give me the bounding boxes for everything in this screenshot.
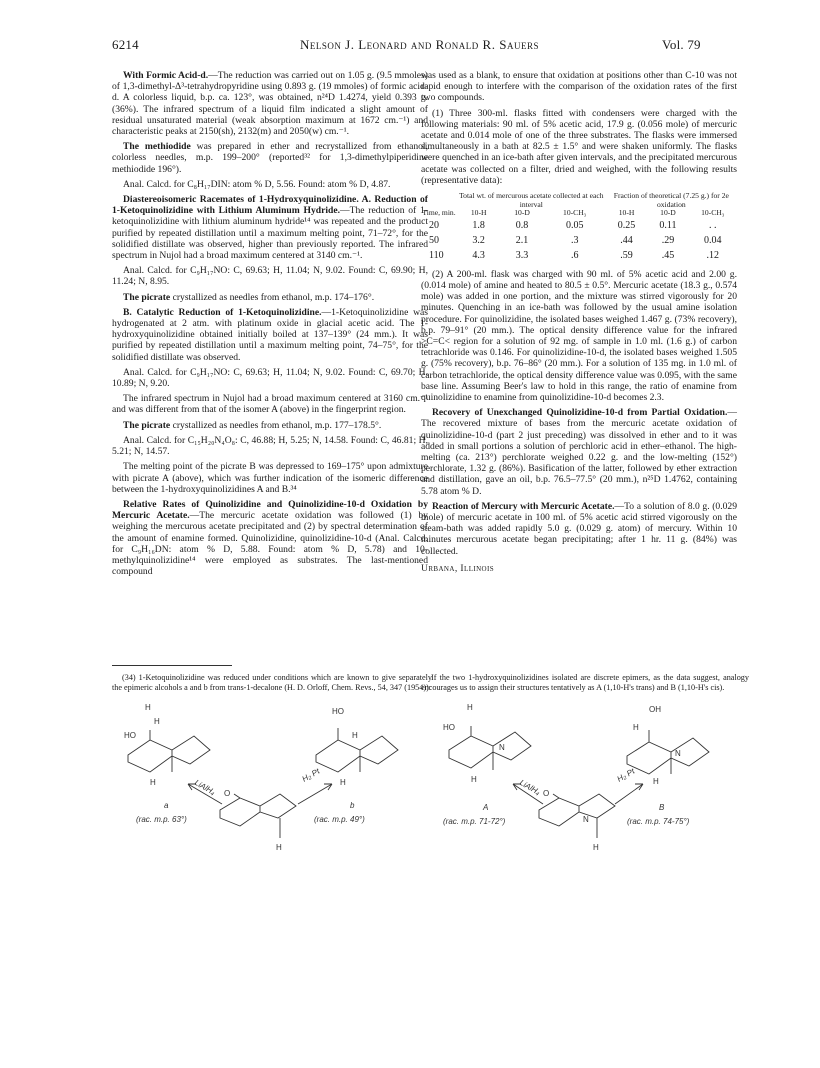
table-subheader: 10-CH₃: [563, 208, 587, 218]
formic-acid-heading: With Formic Acid-d.: [123, 70, 209, 81]
recovery-heading: Recovery of Unexchanged Quinolizidine-10-d from Partial Oxidation.: [432, 407, 728, 419]
table-row: [421, 218, 737, 233]
ketoquinolizidine-rings: [539, 794, 615, 838]
table-cell: 3.2: [472, 234, 485, 246]
atom-oh-B: OH: [649, 705, 661, 714]
mercury-paragraph: [421, 501, 737, 557]
blank-paragraph: was used as a blank, to ensure that oxidation at positions other than C-10 was not rapid enough to interfere with the comparison of the oxidation rates of the first two compounds.: [421, 70, 737, 104]
diastereo-body: —The reduction of 1-ketoquinolizidine with lithium aluminum hydride¹⁴ was repeated and the product purified by repeated distillation until a maximum melting point, 71–72°, for the solidified distillate was observed, higher than previously reported. The infrared spectrum in Nujol had a broad maximum centered at 3140 cm.⁻¹.: [112, 205, 428, 262]
structure-B-rings: [627, 730, 709, 774]
melting-paragraph: The melting point of the picrate B was depressed to 169–175° upon admixture with picrate A (above), which was further indication of the isomeric difference between the 1-hydroxyquinolizidines A and B.³⁴: [112, 461, 428, 495]
diastereo-heading: Diastereoisomeric Racemates of 1-Hydroxyquinolizidine. A. Reduction of 1-Ketoquinolizidine with Lithium Aluminum Hydride.: [112, 194, 428, 217]
atom-ho-A: HO: [443, 723, 455, 732]
analysis-1: Anal. Calcd. for C₈H₁₇DIN: atom % D, 5.56. Found: atom % D, 4.87.: [123, 178, 391, 190]
structure-A-rings: [449, 726, 531, 770]
recovery-body: —The recovered mixture of bases from the mercuric acetate oxidation of quinolizidine-10-d (part 2 just preceding) was dissolved in ether and to it was added in small portions a solution of perchloric acid in ether–ethanol. The high-melting (ca. 213°) perchlorate weighed 0.22 g. and the low-melting (152°) perchlorate, 1.32 g. (86%). Basification of the latter, followed by ether extraction and distillation, gave an oil, b.p. 76.5–77.5° (20 mm.), n²⁵D 1.4762, containing 5.78 atom % D.: [421, 407, 737, 497]
atom-h-B-2: H: [653, 777, 659, 786]
atom-n-A: N: [499, 743, 505, 752]
procedure-2-paragraph: (2) A 200-ml. flask was charged with 90 ml. of 5% acetic acid and 2.00 g. (0.014 mole) of amine and heated to 80.5 ± 0.5°. Mercuric acetate (18.3 g., 0.574 mole) was added in one portion, and the mixture was stirred vigorously for 20 minutes. Quenching in an ice-bath was followed by the usual amine isolation procedure. For quinolizidine, the isolated bases weighed 1.467 g. (73% recovery), b.p. 79–91° (20 mm.). The optical density difference value for the infrared >C=C< region for a solution of 92 mg. of sample in 1.0 ml. (1.6 g.) of carbon tetrachloride was 0.146. For quinolizidine-10-d, the isolated bases weighed 1.505 g. (75% recovery), b.p. 76–86° (20 mm.). For a solution of 135 mg. in 1.0 ml. of carbon tetrachloride, the optical density difference value was 0.095, with the same base line. Assuming Beer's law to hold in this range, the ratio of enamine from quinolizidine to enamine from quinolizidine-10-d becomes 2.3.: [421, 268, 737, 404]
reagent-h2pt-right: H₂ Pt: [615, 766, 637, 784]
arrow-h2-pt-right: [615, 784, 643, 804]
table-subheader: 10-H: [470, 208, 487, 218]
relative-rates-heading: Relative Rates of Quinolizidine and Quinolizidine-10-d Oxidation by Mercuric Acetate.: [112, 498, 428, 522]
reagent-h2pt-left: H₂ Pt: [300, 766, 322, 784]
table-cell: 2.1: [515, 234, 529, 246]
table-cell: 1.8: [472, 219, 485, 231]
atom-n-B: N: [675, 749, 681, 758]
table-subheader: 10-D: [514, 208, 530, 218]
label-b: b: [350, 801, 355, 810]
atom-h-a-2: H: [154, 717, 160, 726]
table-cell: 4.3: [472, 249, 485, 261]
table-body: [421, 218, 737, 263]
atom-h-b-2: H: [340, 778, 346, 787]
table-cell: 20: [429, 219, 439, 231]
mercury-heading: Reaction of Mercury with Mercuric Acetate.: [432, 500, 615, 512]
volume-number: Vol. 79: [662, 37, 701, 52]
atom-o-ketoquinolizidine: O: [543, 789, 550, 798]
table-subheader: 10-CH₃: [701, 208, 725, 218]
mercury-body: —To a solution of 8.0 g. (0.029 mole) of mercuric acetate in 100 ml. of 5% acetic acid stirred vigorously on the steam-bath was added rapidly 5.0 g. (0.029 g. atom) of mercury. Within 10 minutes mercurous acetate began precipitating; after 1 hr. 11 g. (84%) was collected.: [421, 500, 738, 557]
footnote-34: [112, 673, 432, 693]
header-group-fraction: Fraction of theoretical (7.25 g.) for 2e oxidation: [613, 191, 729, 209]
table-cell: .12: [706, 249, 719, 261]
atom-ho-a: HO: [124, 731, 136, 740]
table-subheader: 10-D: [660, 208, 676, 218]
catalytic-body: —1-Ketoquinolizidine was hydrogenated at 2 atm. with platinum oxide in glacial acetic acid. The 1-hydroxyquinolizidine obtained initially boiled at 137–139° (24 mm.). It was purified by repeated distillation until a maximum melting point, 74–75°, for the solidified distillate was observed.: [112, 306, 428, 363]
label-A: A: [483, 803, 489, 812]
mp-a: (rac. m.p. 63°): [136, 815, 187, 824]
arrow-h2-pt: [298, 784, 332, 804]
table-cell: 0.05: [565, 219, 584, 231]
atom-h-ketoquinolizidine: H: [593, 843, 599, 852]
table-cell: 0.8: [515, 219, 529, 231]
atom-h-A: H: [467, 703, 473, 712]
footnote-rule-left: [112, 665, 232, 666]
methiodide-body: was prepared in ether and recrystallized from ethanol, colorless needles, m.p. 199–200° (reported³² for 1,3-dimethylpiperidine methiodide 196°).: [112, 141, 428, 175]
header-group-mercurous: Total wt. of mercurous acetate collected at each interval: [459, 191, 604, 209]
left-column: [112, 70, 428, 581]
label-B: B: [659, 803, 665, 812]
hydroxyquinolizidine-structures-figure: [421, 700, 749, 860]
table-cell: .59: [620, 249, 633, 261]
catalytic-heading: B. Catalytic Reduction of 1-Ketoquinolizidine.: [123, 306, 322, 318]
picrate-a-heading: The picrate: [123, 291, 171, 303]
atom-o-ketone: O: [224, 789, 231, 798]
table-cell: .29: [661, 234, 675, 246]
table-cell: .44: [620, 234, 633, 246]
table-cell: . .: [709, 219, 717, 231]
atom-h-b: H: [352, 731, 358, 740]
methiodide-paragraph: [112, 141, 428, 175]
relative-rates-paragraph: [112, 499, 428, 577]
table-cell: 110: [429, 249, 444, 261]
table-cell: .45: [661, 249, 675, 261]
table-subheader-row: [421, 209, 737, 218]
picrate-b-heading: The picrate: [123, 419, 171, 431]
diastereo-paragraph: [112, 194, 428, 261]
table-subheader: 10-H: [618, 208, 635, 218]
decalol-structures-figure: [110, 700, 426, 860]
mp-b: (rac. m.p. 49°): [314, 815, 365, 824]
location: Urbana, Illinois: [421, 562, 495, 574]
table-cell: 0.25: [617, 219, 636, 231]
mp-B: (rac. m.p. 74-75°): [627, 817, 690, 826]
atom-h-a-3: H: [150, 778, 156, 787]
footnote-continuation: [421, 673, 749, 693]
table-cell: 3.3: [515, 249, 529, 261]
reagent-lialh4-left: LiAlH₄: [193, 777, 217, 797]
label-a: a: [164, 801, 169, 810]
table-cell: 0.04: [704, 234, 722, 246]
methiodide-heading: The methiodide: [123, 141, 191, 153]
table-cell: 0.11: [659, 219, 677, 231]
right-column: [421, 70, 737, 578]
structure-a-rings: [128, 730, 210, 772]
ketone-rings: [220, 794, 296, 838]
catalytic-paragraph: [112, 307, 428, 363]
picrate-b-body: crystallized as needles from ethanol, m.p. 177–178.5°.: [170, 419, 382, 431]
picrate-b-paragraph: [112, 420, 428, 431]
atom-h-ketone: H: [276, 843, 282, 852]
procedure-1-paragraph: (1) Three 300-ml. flasks fitted with condensers were charged with the following materials: 90 ml. of 5% acetic acid, 17.9 g. (0.056 mole) of mercuric acetate and 0.014 mole of one of the three substrates. The flasks were immersed simultaneously in a bath at 82.5 ± 1.5° and were shaken uniformly. The flasks were quenched in an ice-bath after given intervals, and the precipitated mercurous acetate was collected on a filter, dried and weighed, with the following results (representative data):: [421, 107, 737, 186]
table-cell: .3: [570, 234, 579, 246]
analysis-2: Anal. Calcd. for C₉H₁₇NO: C, 69.63; H, 11.04; N, 9.02. Found: C, 69.90; H, 11.24; N, 8.95.: [112, 265, 428, 288]
recovery-paragraph: [421, 407, 737, 497]
infrared-b-paragraph: The infrared spectrum in Nujol had a broad maximum centered at 3160 cm.⁻¹ and was different from that of the isomer A (above) in the fingerprint region.: [112, 393, 428, 416]
reagent-lialh4-right: LiAlH₄: [518, 777, 542, 797]
relative-rates-body: —The mercuric acetate oxidation was followed (1) by weighing the mercurous acetate precipitated and (2) by spectral determination of the amount of enamine formed. Quinolizidine, quinolizidine-10-d (Anal. Calcd. for C₉H₁₆DN: atom % D, 5.88. Found: atom % D, 5.78) and 10-methylquinolizidine¹⁴ were employed as substrates. The last-mentioned compound: [112, 510, 428, 578]
oxidation-rates-table: [421, 192, 737, 263]
table-cell: 50: [429, 234, 439, 246]
mp-A: (rac. m.p. 71-72°): [443, 817, 506, 826]
footnote-right-text: If the two 1-hydroxyquinolizidines isolated are discrete epimers, as the data suggest, analogy encourages us to assign their structures tentatively as A (1,10-H's trans) and B (1,10-H's cis).: [421, 673, 749, 692]
table-row: [421, 233, 737, 248]
running-head-authors: Nelson J. Leonard and Ronald R. Sauers: [300, 37, 539, 52]
page-number: 6214: [112, 37, 139, 52]
table-cell: .6: [570, 249, 579, 261]
picrate-a-body: crystallized as needles from ethanol, m.p. 174–176°.: [170, 291, 375, 303]
atom-ho-b: HO: [332, 707, 344, 716]
atom-h-a: H: [145, 703, 151, 712]
atom-n-ketoquinolizidine: N: [583, 815, 589, 824]
footnote-34-text: (34) 1-Ketoquinolizidine was reduced under conditions which are known to give separately the epimeric alcohols a and b from trans-1-decalone (H. D. Orloff, Chem. Revs., 54, 347 (1954)):: [112, 673, 432, 692]
analysis-3: Anal. Calcd. for C₉H₁₇NO: C, 69.63; H, 11.04; N, 9.02. Found: C, 69.70; H, 10.89; N, 9.20.: [112, 366, 428, 390]
header-time: Time, min.: [422, 208, 456, 218]
table-row: [421, 248, 737, 263]
analysis-4: Anal. Calcd. for C₁₅H₂₀N₄O₈: C, 46.88; H, 5.25; N, 14.58. Found: C, 46.81; H, 5.21; N, 14.57.: [112, 434, 428, 458]
atom-h-B: H: [633, 723, 639, 732]
formic-acid-paragraph: [112, 70, 428, 137]
formic-acid-body: —The reduction was carried out on 1.05 g. (9.5 mmoles) of 1,3-dimethyl-Δ³-tetrahydropyridine using 0.893 g. (19 mmoles) of formic acid-d. A colorless liquid, b.p. ca. 123°, was obtained, n²⁴D 1.4274, yield 0.393 g. (36%). The infrared spectrum of a liquid film indicated a slight amount of residual unsaturated material (weak absorption maximum at 1672 cm.⁻¹) and characteristic peaks at 2150(sh), 2132(m) and 2050(w) cm.⁻¹.: [112, 70, 428, 138]
atom-h-A-2: H: [471, 775, 477, 784]
picrate-a-paragraph: [112, 292, 428, 303]
